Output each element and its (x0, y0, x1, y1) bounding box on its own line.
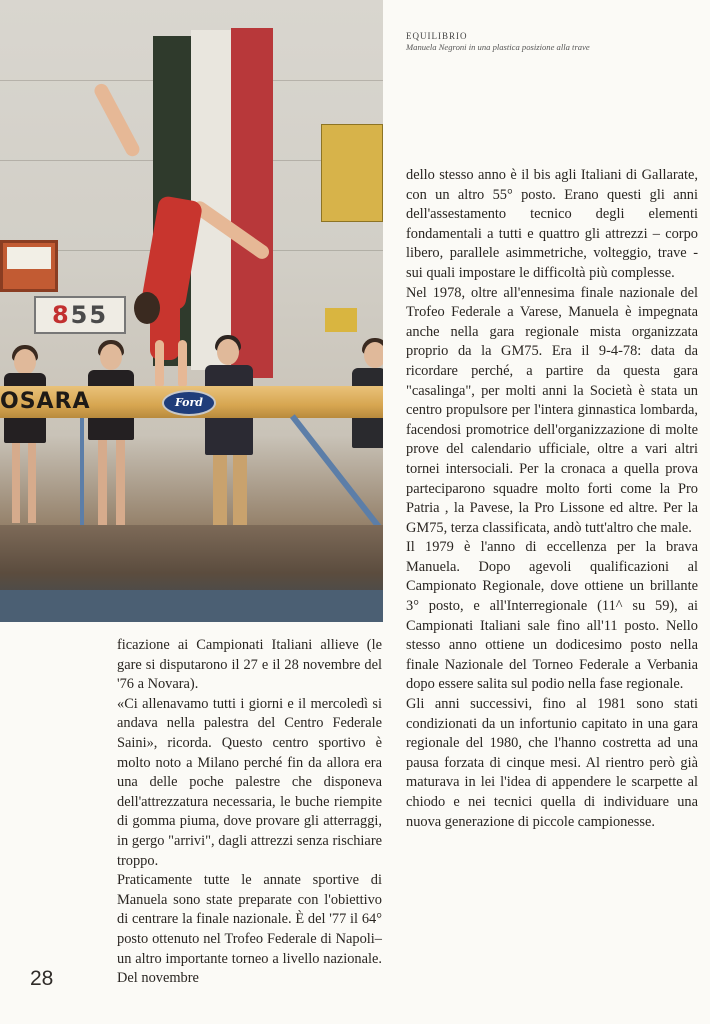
wall-sign (321, 124, 383, 222)
photo-caption (406, 31, 606, 53)
paragraph: dello stesso anno è il bis agli Italiani di Gallarate, con un altro 55° posto. Erano questi gli anni dell'assestamento tecnico degli elementi fondamentali a tutti e quattro gli attrezzi – corpo libero, parallele asimmetriche, volteggio, trave - sui quali impostare le difficoltà più complesse. (406, 167, 698, 281)
paragraph: Nel 1978, oltre all'ennesima finale nazionale del Trofeo Federale a Varese, Manuela è impegnata anche nella gara regionale mista organizzata proprio da la GM75. Era il 9-4-78: data da ricordare perché, a partire da questa gara "casalinga", per molti anni la Società è stata un centro propulsore per l'intera ginnastica lombarda, facendosi promotrice dell'organizzazione di molte prove del calendario ufficiale, oltre a vari altri tornei intersociali. Per la cronaca a quella prova parteciparono squadre molto forti come la Pro Patria , la Pavese, la Pro Lissone ed altre. Per la GM75, terza classificata, andò tutt'altro che male. (406, 284, 698, 536)
beam-sponsor-text: OSARA (0, 389, 91, 414)
ford-logo: Ford (162, 390, 216, 416)
wall-window (0, 240, 58, 292)
gym-mat (0, 590, 383, 622)
wall-sign-small (325, 308, 357, 332)
text-column-right (406, 166, 698, 832)
caption-text: Manuela Negroni in una plastica posizione alla trave (406, 42, 590, 52)
page-number: 28 (30, 967, 54, 990)
beam-leg (80, 418, 84, 528)
scoreboard-digits: 55 (70, 301, 109, 329)
paragraph: Il 1979 è l'anno di eccellenza per la brava Manuela. Dopo agevoli qualificazioni al Campionato Regionale, dove ottiene un brillante 3° posto, e all'Interregionale (11^ su 59), ai Campionati Italiani sale fino all'11 posto. Nello stesso anno ottiene un dodicesimo posto nella finale Nazionale del Torneo Federale a Verbania dopo essere salita sul podio nella fase regionale. (406, 539, 698, 693)
flag-red-stripe (231, 28, 273, 378)
paragraph: Praticamente tutte le annate sportive di Manuela sono state preparate con l'obiettivo di centrare la finale nazionale. È del '77 il 64° posto ottenuto nel Trofeo Federale di Napoli– un altro importante torneo a livello nazionale. Del novembre (117, 872, 382, 987)
paragraph: Gli anni successivi, fino al 1981 sono stati condizionati da un infortunio capitato in una gara regionale del 1980, che l'hanno costretta ad una pausa forzata di cinque mesi. Al rientro però già maturava in lei l'idea di appendere le scarpette al chiodo e nei tecnici quella di individuare una nuova generazione di piccole campionesse. (406, 696, 698, 830)
scoreboard-digit-red: 8 (51, 301, 71, 329)
paragraph: «Ci allenavamo tutti i giorni e il mercoledì si andava nella palestra del Centro Federale Saini», ricorda. Questo centro sportivo è molto noto a Milano perché fin da allora era una delle poche palestre che disponeva dell'attrezzatura necessaria, le buche riempite di gomma piuma, dove provare gli atterraggi, in gergo "arrivi", dagli attrezzi senza rischiare troppo. (117, 695, 382, 869)
text-column-left (117, 636, 382, 989)
flag-white-stripe (191, 30, 231, 370)
caption-heading: EQUILIBRIO (406, 31, 468, 41)
scoreboard (34, 296, 126, 334)
gymnastics-photo (0, 0, 383, 622)
paragraph: ficazione ai Campionati Italiani allieve (le gare si disputarono il 27 e il 28 novembre del '76 a Novara). (117, 637, 382, 693)
